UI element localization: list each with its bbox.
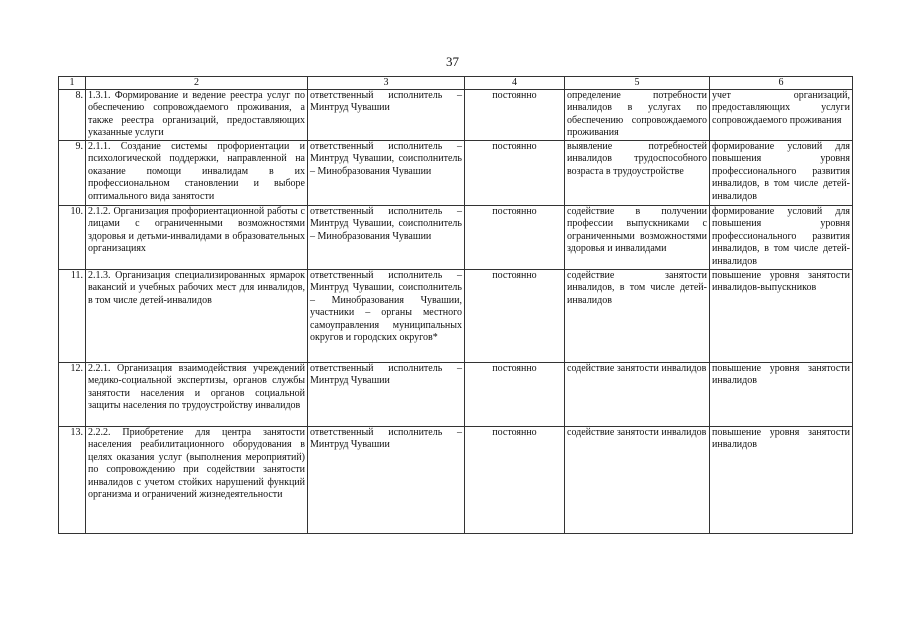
column-header-2: 2 <box>86 77 308 90</box>
result-cell: содействие в получении профессии выпускниками с ограниченными возможностями здоровья и инвалидами <box>565 206 710 270</box>
executor-cell: ответственный исполнитель – Минтруд Чувашии, соисполнитель – Минобразования Чувашии <box>308 206 465 270</box>
result-cell: определение потребности инвалидов в услугах по обеспечению сопровождаемого проживания <box>565 90 710 141</box>
period-cell: постоянно <box>465 141 565 206</box>
executor-cell: ответственный исполнитель – Минтруд Чувашии <box>308 90 465 141</box>
row-number: 9. <box>59 141 86 206</box>
row-number: 13. <box>59 427 86 534</box>
indicator-cell: учет организаций, предоставляющих услуги сопровождаемого проживания <box>710 90 853 141</box>
page-number: 37 <box>446 54 459 69</box>
indicator-cell: повышение уровня занятости инвалидов <box>710 363 853 427</box>
result-cell: содействие занятости инвалидов <box>565 363 710 427</box>
indicator-cell: повышение уровня занятости инвалидов <box>710 427 853 534</box>
result-cell: содействие занятости инвалидов, в том числе детей-инвалидов <box>565 270 710 363</box>
column-header-5: 5 <box>565 77 710 90</box>
table-row <box>59 363 853 427</box>
executor-cell: ответственный исполнитель – Минтруд Чувашии, соисполнитель – Минобразования Чувашии <box>308 141 465 206</box>
column-header-3: 3 <box>308 77 465 90</box>
row-number: 12. <box>59 363 86 427</box>
executor-cell: ответственный исполнитель – Минтруд Чувашии <box>308 363 465 427</box>
column-header-4: 4 <box>465 77 565 90</box>
indicator-cell: формирование условий для повышения уровня профессионального развития инвалидов, в том числе детей-инвалидов <box>710 141 853 206</box>
column-header-6: 6 <box>710 77 853 90</box>
column-header-1: 1 <box>59 77 86 90</box>
measures-table <box>58 76 853 534</box>
period-cell: постоянно <box>465 90 565 141</box>
period-cell: постоянно <box>465 206 565 270</box>
column-number-row <box>59 77 853 90</box>
period-cell: постоянно <box>465 270 565 363</box>
measure-cell: 2.2.1. Организация взаимодействия учреждений медико-социальной экспертизы, органов службы занятости населения и органов социальной защиты населения по трудоустройству инвалидов <box>86 363 308 427</box>
result-cell: выявление потребностей инвалидов трудоспособного возраста в трудоустройстве <box>565 141 710 206</box>
table-row <box>59 141 853 206</box>
period-cell: постоянно <box>465 363 565 427</box>
indicator-cell: повышение уровня занятости инвалидов-выпускников <box>710 270 853 363</box>
executor-cell: ответственный исполнитель – Минтруд Чувашии, соисполнитель – Минобразования Чувашии, участники – органы местного самоуправления муниципальных округов и городских округов* <box>308 270 465 363</box>
measure-cell: 2.1.1. Создание системы профориентации и психологической поддержки, направленной на оказание помощи инвалидам в их профессиональном становлении и выборе оптимального вида занятости <box>86 141 308 206</box>
result-cell: содействие занятости инвалидов <box>565 427 710 534</box>
table-row <box>59 90 853 141</box>
period-cell: постоянно <box>465 427 565 534</box>
measure-cell: 2.1.3. Организация специализированных ярмарок вакансий и учебных рабочих мест для инвалидов, в том числе детей-инвалидов <box>86 270 308 363</box>
indicator-cell: формирование условий для повышения уровня профессионального развития инвалидов, в том числе детей-инвалидов <box>710 206 853 270</box>
table-row <box>59 427 853 534</box>
measure-cell: 2.1.2. Организация профориентационной работы с лицами с ограниченными возможностями здоровья и детьми-инвалидами в образовательных организациях <box>86 206 308 270</box>
measure-cell: 1.3.1. Формирование и ведение реестра услуг по обеспечению сопровождаемого проживания, а также реестра организаций, предоставляющих указанные услуги <box>86 90 308 141</box>
table-row <box>59 206 853 270</box>
row-number: 11. <box>59 270 86 363</box>
row-number: 8. <box>59 90 86 141</box>
table-row <box>59 270 853 363</box>
measure-cell: 2.2.2. Приобретение для центра занятости населения реабилитационного оборудования в целях оказания услуг (выполнения мероприятий) по сопровождению при содействии занятости инвалидов с учетом стойких нарушений функций организма и ограничений жизнедеятельности <box>86 427 308 534</box>
row-number: 10. <box>59 206 86 270</box>
executor-cell: ответственный исполнитель – Минтруд Чувашии <box>308 427 465 534</box>
